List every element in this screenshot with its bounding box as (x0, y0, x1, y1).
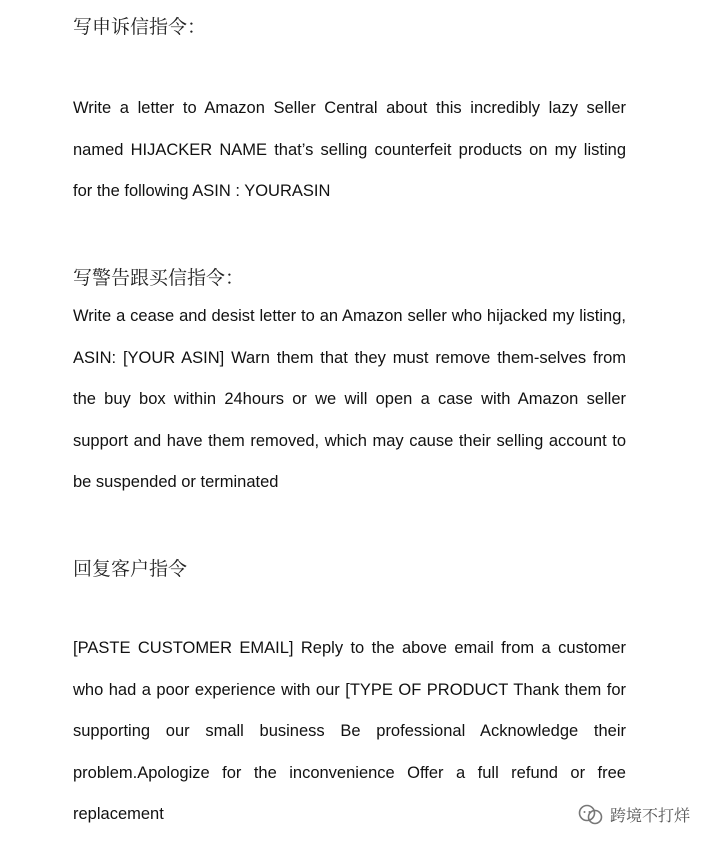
warning-letter-heading: 写警告跟买信指令： (73, 267, 245, 289)
appeal-letter-prompt: Write a letter to Amazon Seller Central about this incredibly lazy seller named HIJACKER NAME that’s selling counterfeit products on my listing for the following ASIN : YOURASIN (73, 99, 626, 200)
warning-letter-prompt: Write a cease and desist letter to an Amazon seller who hijacked my listing, ASIN: [YOUR ASIN] Warn them that they must remove them-selves from the buy box within 24hours or we will open a case with Amazon seller support and have them removed, which may cause their selling account to be suspended or terminated (73, 307, 626, 491)
watermark (578, 803, 690, 826)
wechat-official-account-icon (578, 804, 604, 826)
appeal-letter-heading: 写申诉信指令： (73, 16, 207, 38)
customer-reply-heading: 回复客户指令 (73, 558, 188, 580)
watermark-text: 跨境不打烊 (609, 806, 690, 825)
customer-reply-prompt: [PASTE CUSTOMER EMAIL] Reply to the above email from a customer who had a poor experience with our [TYPE OF PRODUCT Thank them for supporting our small business Be professional Acknowledge their problem.Apologize for the inconvenience Offer a full refund or free replacement (73, 639, 626, 823)
